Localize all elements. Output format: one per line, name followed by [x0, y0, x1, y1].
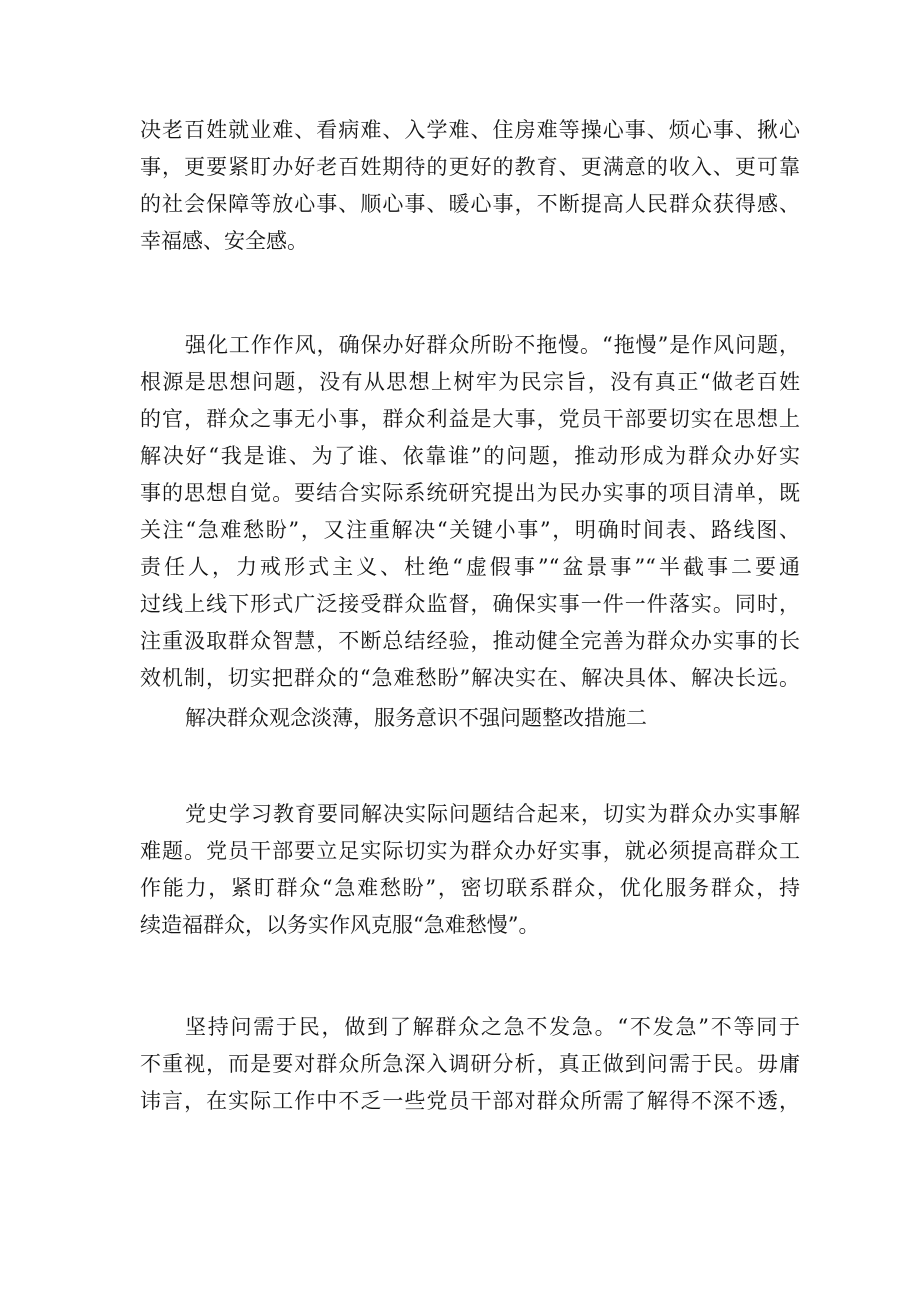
paragraph-line: 不重视，而是要对群众所急深入调研分析，真正做到问需于民。毋庸	[140, 1052, 800, 1076]
paragraph-line: 解决好“我是谁、为了谁、依靠谁”的问题，推动形成为群众办好实	[140, 444, 800, 468]
paragraph-line: 难题。党员干部要立足实际切实为群众办好实事，就必须提高群众工	[140, 839, 800, 863]
paragraph-line: 过线上线下形式广泛接受群众监督，确保实事一件一件落实。同时，	[140, 592, 800, 616]
paragraph-line: 强化工作作风，确保办好群众所盼不拖慢。“拖慢”是作风问题，	[185, 333, 800, 357]
paragraph-line: 关注“急难愁盼”，又注重解决“关键小事”，明确时间表、路线图、	[140, 518, 800, 542]
paragraph-line: 责任人，力戒形式主义、杜绝“虚假事”“盆景事”“半截事二要通	[140, 555, 800, 579]
paragraph-line: 作能力，紧盯群众“急难愁盼”，密切联系群众，优化服务群众，持	[140, 876, 800, 900]
paragraph-line: 党史学习教育要同解决实际问题结合起来，切实为群众办实事解	[185, 802, 800, 826]
section-heading: 解决群众观念淡薄，服务意识不强问题整改措施二	[185, 706, 647, 730]
paragraph-line: 决老百姓就业难、看病难、入学难、住房难等操心事、烦心事、揪心	[140, 118, 800, 142]
paragraph-line: 注重汲取群众智慧，不断总结经验，推动健全完善为群众办实事的长	[140, 629, 800, 653]
paragraph-line: 的社会保障等放心事、顺心事、暖心事，不断提高人民群众获得感、	[140, 192, 800, 216]
paragraph-line: 续造福群众，以务实作风克服“急难愁慢”。	[140, 913, 540, 937]
paragraph-line: 讳言，在实际工作中不乏一些党员干部对群众所需了解得不深不透，	[140, 1089, 800, 1113]
paragraph-line: 效机制，切实把群众的“急难愁盼”解决实在、解决具体、解决长远。	[140, 666, 800, 690]
paragraph-line: 的官，群众之事无小事，群众利益是大事，党员干部要切实在思想上	[140, 407, 800, 431]
paragraph-line: 幸福感、安全感。	[140, 229, 308, 253]
paragraph-line: 事，更要紧盯办好老百姓期待的更好的教育、更满意的收入、更可靠	[140, 155, 800, 179]
paragraph-line: 事的思想自觉。要结合实际系统研究提出为民办实事的项目清单，既	[140, 481, 800, 505]
paragraph-line: 坚持问需于民，做到了解群众之急不发急。“不发急”不等同于	[185, 1015, 800, 1039]
paragraph-line: 根源是思想问题，没有从思想上树牢为民宗旨，没有真正“做老百姓	[140, 370, 800, 394]
